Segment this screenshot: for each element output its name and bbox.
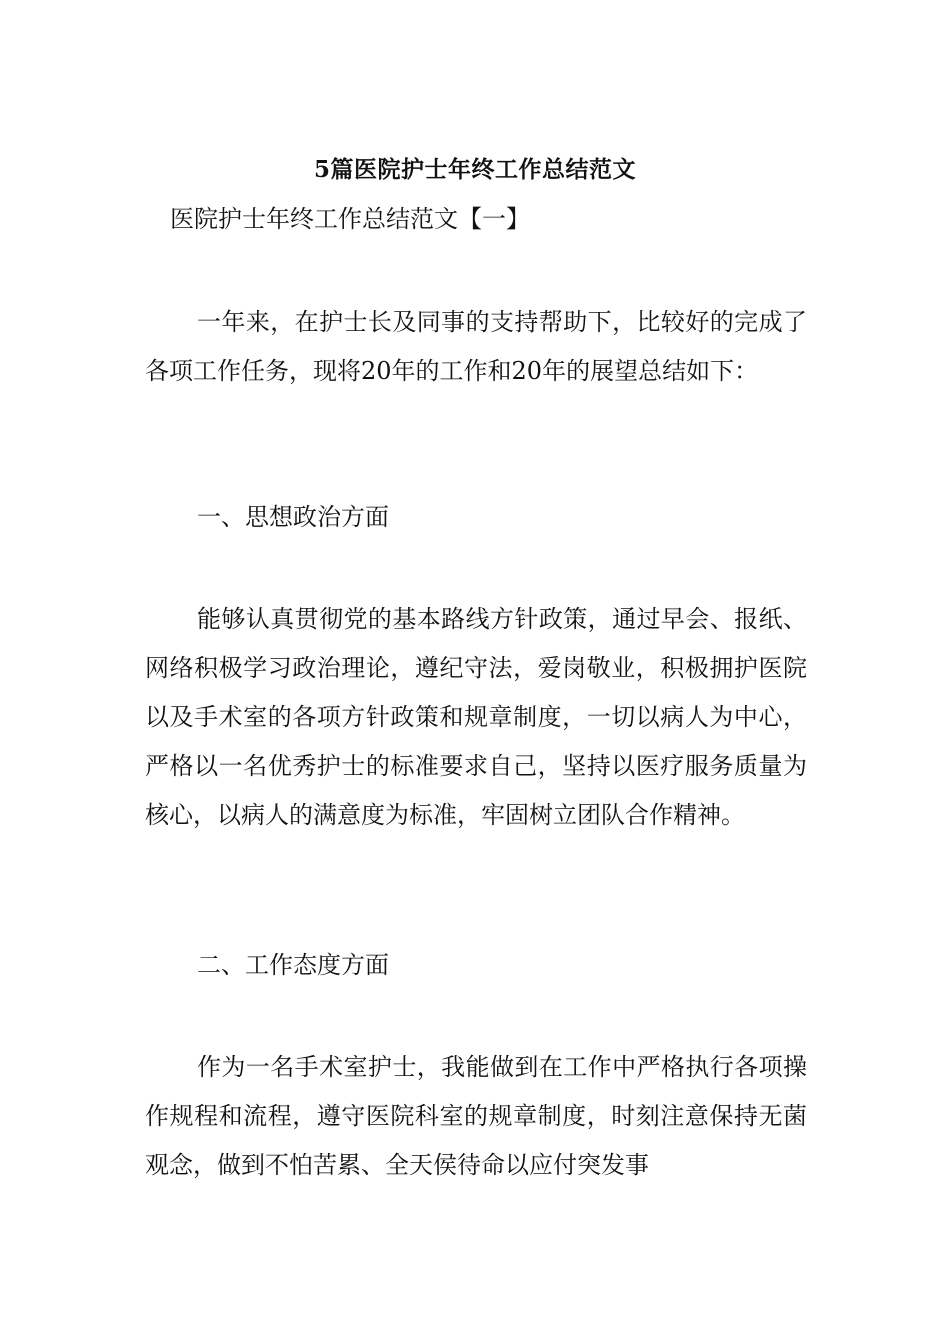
paragraph-intro: 一年来，在护士长及同事的支持帮助下，比较好的完成了各项工作任务，现将20年的工作和20年的展望总结如下： bbox=[145, 308, 807, 385]
document-title: 5篇医院护士年终工作总结范文 bbox=[313, 156, 636, 183]
heading-political-thought: 一、思想政治方面 bbox=[197, 503, 389, 531]
heading-work-attitude: 二、工作态度方面 bbox=[197, 951, 389, 979]
paragraph-political-thought: 能够认真贯彻党的基本路线方针政策，通过早会、报纸、网络积极学习政治理论，遵纪守法，爱岗敬业，积极拥护医院以及手术室的各项方针政策和规章制度，一切以病人为中心，严格以一名优秀护士的标准要求自己，坚持以医疗服务质量为核心，以病人的满意度为标准，牢固树立团队合作精神。 bbox=[145, 605, 807, 829]
section-subtitle: 医院护士年终工作总结范文【一】 bbox=[170, 205, 530, 233]
paragraph-work-attitude: 作为一名手术室护士，我能做到在工作中严格执行各项操作规程和流程，遵守医院科室的规章制度，时刻注意保持无菌观念，做到不怕苦累、全天侯待命以应付突发事 bbox=[145, 1053, 807, 1179]
